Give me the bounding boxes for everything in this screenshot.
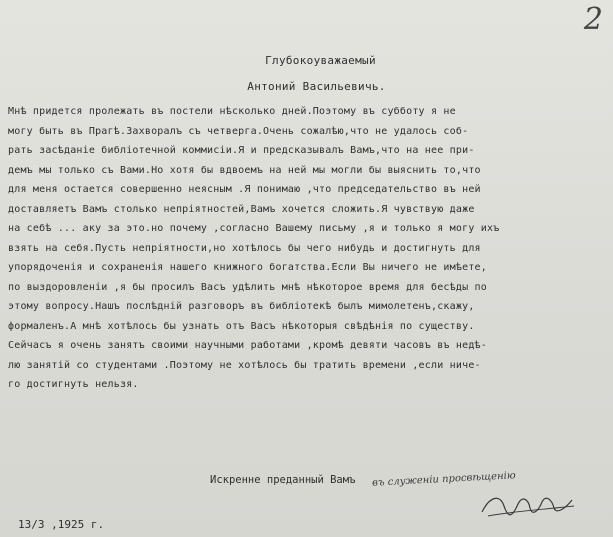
body-line: рать засѣданіе библіотечной коммисіи.Я и предсказывалъ Вамъ,что на нее при- <box>8 145 475 156</box>
page-number: 2 <box>583 2 603 37</box>
body-line: взять на себя.Пусть непріятности,но хотѣлось бы чего нибудь и достигнуть для <box>8 242 481 254</box>
closing-line: Искренне преданный Вамъ <box>210 474 356 486</box>
body-line: упорядоченія и сохраненія нашего книжного богатства.Если Вы ничего не имѣете, <box>8 262 487 273</box>
body-line: Сейчасъ я очень занятъ своими научными работами ,кромѣ девяти часовъ въ недѣ- <box>8 340 487 351</box>
handwritten-phrase: въ служеніи просвѣщенію <box>371 470 516 489</box>
letter-body <box>8 102 606 395</box>
body-line: Мнѣ придется пролежать въ постели нѣсколько дней.Поэтому въ субботу я не <box>8 106 456 117</box>
body-line: этому вопросу.Нашъ послѣдній разговоръ въ библіотекѣ былъ мимолетенъ,скажу, <box>8 301 475 312</box>
body-line: формаленъ.А мнѣ хотѣлось бы узнать отъ Васъ нѣкоторыя свѣдѣнія по существу. <box>8 320 475 332</box>
signature <box>478 488 578 522</box>
body-line: го достигнуть нельзя. <box>8 379 139 390</box>
body-line: демъ мы только съ Вами.Но хотя бы вдвоемъ на ней мы могли бы выяснить то,что <box>8 164 481 176</box>
body-line: доставляетъ Вамъ столько непріятностей,Вамъ хочется сложить.Я чувствую даже <box>8 203 475 215</box>
body-line: на себѣ ... аку за это.но почему ,согласно Вашему письму ,я и только я могу ихъ <box>8 223 500 234</box>
salutation-line-1: Глубокоуважаемый <box>265 54 376 67</box>
body-line: могу быть въ Прагѣ.Захворалъ съ четверга.Очень сожалѣю,что не удалось соб- <box>8 125 469 137</box>
body-line: для меня остается совершенно неясным .Я понимаю ,что председательство въ ней <box>8 184 481 195</box>
body-line: лю занятій со студентами .Поэтому не хотѣлось бы тратить времени ,если ниче- <box>8 359 481 371</box>
body-line: по выздоровленіи ,я бы просилъ Васъ удѣлить мнѣ нѣкоторое время для бесѣды по <box>8 281 487 293</box>
salutation-line-2: Антоний Васильевичь. <box>247 80 386 93</box>
date: 13/3 ,1925 г. <box>18 518 105 531</box>
